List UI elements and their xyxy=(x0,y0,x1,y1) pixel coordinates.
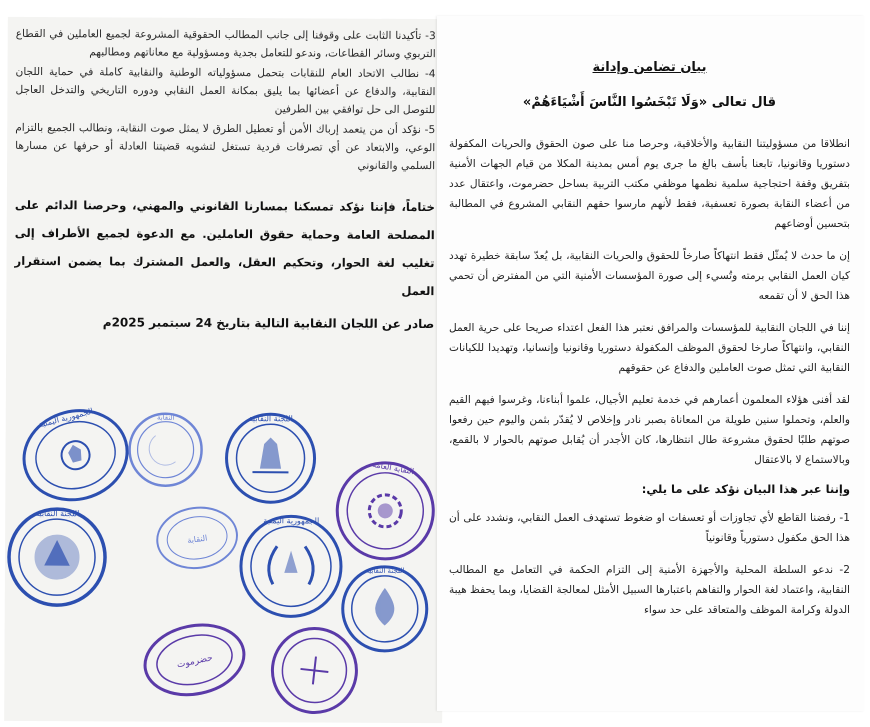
seal-7-text: الجمهورية اليمنية xyxy=(263,516,320,526)
stamps-area xyxy=(4,397,444,719)
paragraph-3: إننا في اللجان النقابية للمؤسسات والمرافق نعتبر هذا الفعل اعتداء صريحا على حرية العمل النقابي، وانتهاكاً صارخا لحقوق الموظف المكفولة دستوريا وقانونيا وإنسانيا، وتهديدا للكيانات النقابية التي تمثل صوت العاملين والدفاع عن حقوقهم xyxy=(449,322,850,374)
point-4: 4- نطالب الاتحاد العام للنقابات بتحمل مسؤولياته الوطنية والنقابية كاملة في حماية اللجان النقابية، والدفاع عن أعضائها بما يليق بمكانة العمل النقابي ودوره التاريخي والتدخل العاجل للتوصل الى حل توافقي بين الطرفين xyxy=(15,65,436,117)
left-page xyxy=(4,17,446,723)
point-1: 1- رفضنا القاطع لأي تجاوزات أو تعسفات او ضغوط تستهدف العمل النقابي، ونشدد على أن هذا الحق مكفول دستورياً وقانونياً xyxy=(449,512,850,544)
seal-9-text: حضرموت xyxy=(176,653,214,671)
quran-verse: قال تعالى «وَلَا تَبْخَسُوا النَّاسَ أَشْيَاءَهُمْ» xyxy=(522,95,777,110)
point-5: 5- نؤكد أن من يتعمد إرباك الأمن أو تعطيل الطرق لا يمثل صوت النقابة، ونطالب الجميع بالتزام الوعي، والابتعاد عن أي تصرفات فردية تستغل لتشويه قضيتنا العادلة أو حرفها عن مسارها السلمي والقانوني xyxy=(15,121,436,173)
point-2: 2- ندعو السلطة المحلية والأجهزة الأمنية إلى التزام الحكمة في التعامل مع المطالب النقابية، واعتماد لغة الحوار والتفاهم باعتبارها السبيل الأمثل لمعالجة القضايا، وبما يحفظ هيبة الدولة وكرامة الموظف والمتعاقد على حد سواء xyxy=(449,564,850,616)
seal-7 xyxy=(241,516,342,617)
seal-6-text: النقابة xyxy=(186,533,208,546)
seal-3 xyxy=(226,414,314,502)
seal-5-text: اللجنة النقابية xyxy=(35,509,80,519)
seal-10 xyxy=(268,624,361,717)
issued-line: صادر عن اللجان النقابية التالية بتاريخ 24 سبتمبر 2025م xyxy=(102,315,435,332)
seal-4-text: النقابة العامة xyxy=(371,459,415,477)
seal-5 xyxy=(9,509,106,606)
seal-2 xyxy=(129,414,201,486)
seal-2-text: النقابة xyxy=(156,413,175,422)
seal-1-text: الجمهورية اليمنية xyxy=(37,406,95,430)
seal-4 xyxy=(329,455,441,567)
seal-1 xyxy=(14,399,137,511)
seal-9 xyxy=(139,616,251,703)
seal-8 xyxy=(343,567,427,651)
closing-paragraph: ختاماً، فإننا نؤكد تمسكنا بمسارنا القانوني والمهني، وحرصنا الدائم على المصلحة العامة وحماية حقوق العاملين. مع الدعوة لجميع الأطراف إلى تغليب لغة الحوار، وتحكيم العقل، والعمل المشترك بما يضمن استقرار العمل xyxy=(14,197,435,299)
right-page xyxy=(437,16,864,711)
paragraph-2: إن ما حدث لا يُمثّل فقط انتهاكاً صارخاً للحقوق والحريات النقابية، بل يُعدّ سابقة خطيرة تهدد كيان العمل النقابي برمته وتُسيء إلى صورة المؤسسات الأمنية التي من المفترض أن تحمي هذا الحق لا أن تقمعه xyxy=(449,250,850,302)
seal-8-text: اللجنة النقابية xyxy=(365,566,405,575)
paragraph-1: انطلاقا من مسؤوليتنا النقابية والأخلاقية، وحرصا منا على صون الحقوق والحريات المكفولة دستوريا وقانونيا، تابعنا بأسف بالغ ما جرى يوم أمس بمدينة المكلا من قيام الجهات الأمنية بتفريق وقفة احتجاجية سلمية نظمها موظفي مكتب التربية بساحل حضرموت، واعتقال عدد من أعضاء النقابة بصورة تعسفية، فقط لأنهم مارسوا حقهم النقابي المشروع في المطالبة بتحسين أوضاعهم xyxy=(449,138,850,230)
points-heading: وإننا عبر هذا البيان نؤكد على ما يلي: xyxy=(641,482,850,496)
stamps-svg xyxy=(4,397,444,719)
page-title: بيان تضامن وإدانة xyxy=(592,60,707,75)
paragraph-4: لقد أفنى هؤلاء المعلمون أعمارهم في خدمة تعليم الأجيال، علموا أبناءنا، وغرسوا فيهم القيم والعلم، وتحملوا سنين طويلة من المعاناة بصبر نادر وإخلاص لا يُقدّر بثمن واليوم حين رفعوا صوتهم طلبًا لحقوق مشروعة طال انتظارها، كان الأجدر أن يُقابل صوتهم بالحوار لا بالقمع، وبالاستماع لا بالاعتقال xyxy=(449,394,850,466)
seal-3-text: اللجنة النقابية xyxy=(248,414,293,424)
seal-6 xyxy=(153,503,240,573)
point-3: 3- تأكيدنا الثابت على وقوفنا إلى جانب المطالب الحقوقية المشروعة لجميع العاملين في القطاع التربوي وسائر القطاعات، وندعو للتعامل بجدية ومسؤولية مع معاناتهم ومطالبهم xyxy=(15,27,436,61)
